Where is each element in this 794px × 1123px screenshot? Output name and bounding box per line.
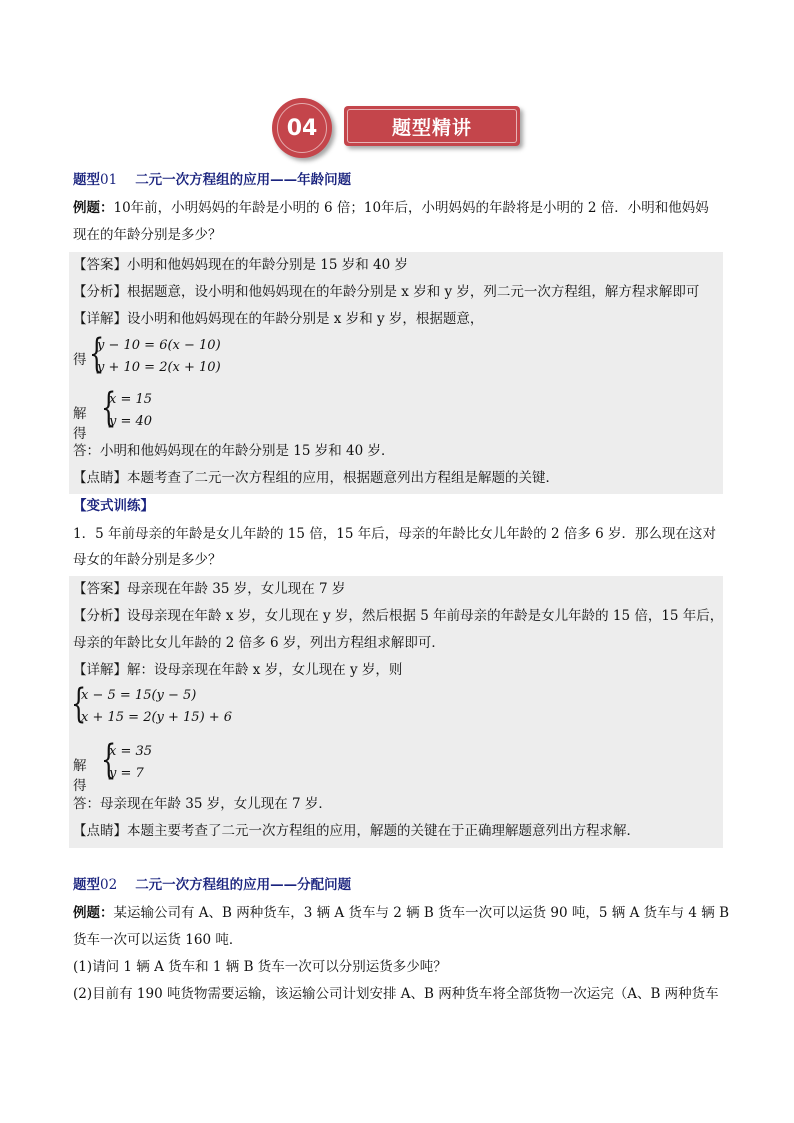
banner-title: 题型精讲 <box>391 116 472 139</box>
section-number-badge <box>272 98 332 158</box>
equation-1a: y − 10 = 6(x − 10) <box>97 338 221 353</box>
example1-line2: 现在的年龄分别是多少？ <box>73 227 222 243</box>
brace: { <box>101 385 117 431</box>
question-1: (1)请问 1 辆 A 货车和 1 辆 B 货车一次可以分别运货多少吨？ <box>73 959 447 975</box>
conclusion-1: 答：小明和他妈妈现在的年龄分别是 15 岁和 40 岁． <box>73 443 395 459</box>
section2-label: 题型 <box>73 877 100 893</box>
example2-line2: 货车一次可以运货 160 吨． <box>73 932 243 948</box>
conclusion-2: 答：母亲现在年龄 35 岁，女儿现在 7 岁． <box>73 796 332 812</box>
example-text: 某运输公司有 A、B 两种货车，3 辆 A 货车与 2 辆 B 货车一次可以运货 90 吨，5 辆 A 货车与 4 辆 B <box>113 905 729 921</box>
brace: { <box>101 737 117 783</box>
solution-prefix: 解得 <box>73 406 87 442</box>
banner-title-tab <box>344 106 520 146</box>
equation-1b: y + 10 = 2(x + 10) <box>97 360 221 375</box>
example-label: 例题： <box>73 905 114 921</box>
tab-border <box>347 109 517 143</box>
question-2: (2)目前有 190 吨货物需要运输，该运输公司计划安排 A、B 两种货车将全部货物一次运完（A、B 两种货车 <box>73 986 719 1002</box>
comment-1: 【点睛】本题考查了二元一次方程组的应用，根据题意列出方程组是解题的关键． <box>73 470 559 486</box>
analysis-1: 【分析】根据题意，设小明和他妈妈现在的年龄分别是 x 岁和 y 岁，列二元一次方程组，解方程求解即可 <box>73 284 700 300</box>
analysis-2-line2: 母亲的年龄比女儿年龄的 2 倍多 6 岁，列出方程组求解即可． <box>73 635 445 651</box>
training-question-line1: 1．5 年前母亲的年龄是女儿年龄的 15 倍，15 年后，母亲的年龄比女儿年龄的 2 倍多 6 岁．那么现在这对 <box>73 526 717 542</box>
section2-heading <box>73 875 351 895</box>
solution-2a: x = 35 <box>109 744 153 759</box>
answer-2: 【答案】母亲现在年龄 35 岁，女儿现在 7 岁 <box>73 581 346 597</box>
section-banner <box>272 98 524 158</box>
answer-1: 【答案】小明和他妈妈现在的年龄分别是 15 岁和 40 岁 <box>73 257 409 273</box>
badge-text: 04 <box>286 115 318 141</box>
eq-prefix: 得 <box>73 352 87 368</box>
equation-2a: x − 5 = 15(y − 5) <box>81 688 197 703</box>
brace: { <box>89 331 105 377</box>
analysis-2-line1: 【分析】设母亲现在年龄 x 岁，女儿现在 y 岁，然后根据 5 年前母亲的年龄是女儿年龄的 15 倍，15 年后， <box>73 608 724 624</box>
section2-number: 02 <box>100 877 118 893</box>
training-label: 【变式训练】 <box>73 498 154 514</box>
section1-label: 题型 <box>73 172 100 188</box>
example1-line1 <box>73 198 709 218</box>
badge-ring <box>277 103 327 153</box>
solution-1b: y = 40 <box>109 414 153 429</box>
solution-prefix: 解得 <box>73 758 87 794</box>
solution-1a: x = 15 <box>109 392 153 407</box>
example2-line1 <box>73 903 729 923</box>
brace: { <box>71 681 87 727</box>
comment-2: 【点睛】本题主要考查了二元一次方程组的应用，解题的关键在于正确理解题意列出方程求解． <box>73 823 640 839</box>
example-text: 10年前，小明妈妈的年龄是小明的 6 倍；10年后，小明妈妈的年龄将是小明的 2 倍．小明和他妈妈 <box>113 200 709 216</box>
detail-1: 【详解】设小明和他妈妈现在的年龄分别是 x 岁和 y 岁，根据题意， <box>73 311 484 327</box>
section1-heading <box>73 170 351 190</box>
example-label: 例题： <box>73 200 114 216</box>
training-question-line2: 母女的年龄分别是多少？ <box>73 552 222 568</box>
solution-2b: y = 7 <box>109 766 144 781</box>
section1-title: 二元一次方程组的应用——年龄问题 <box>135 172 352 188</box>
section2-title: 二元一次方程组的应用——分配问题 <box>135 877 352 893</box>
equation-2b: x + 15 = 2(y + 15) + 6 <box>81 710 233 725</box>
section1-number: 01 <box>100 172 118 188</box>
detail-2: 【详解】解：设母亲现在年龄 x 岁，女儿现在 y 岁，则 <box>73 662 403 678</box>
